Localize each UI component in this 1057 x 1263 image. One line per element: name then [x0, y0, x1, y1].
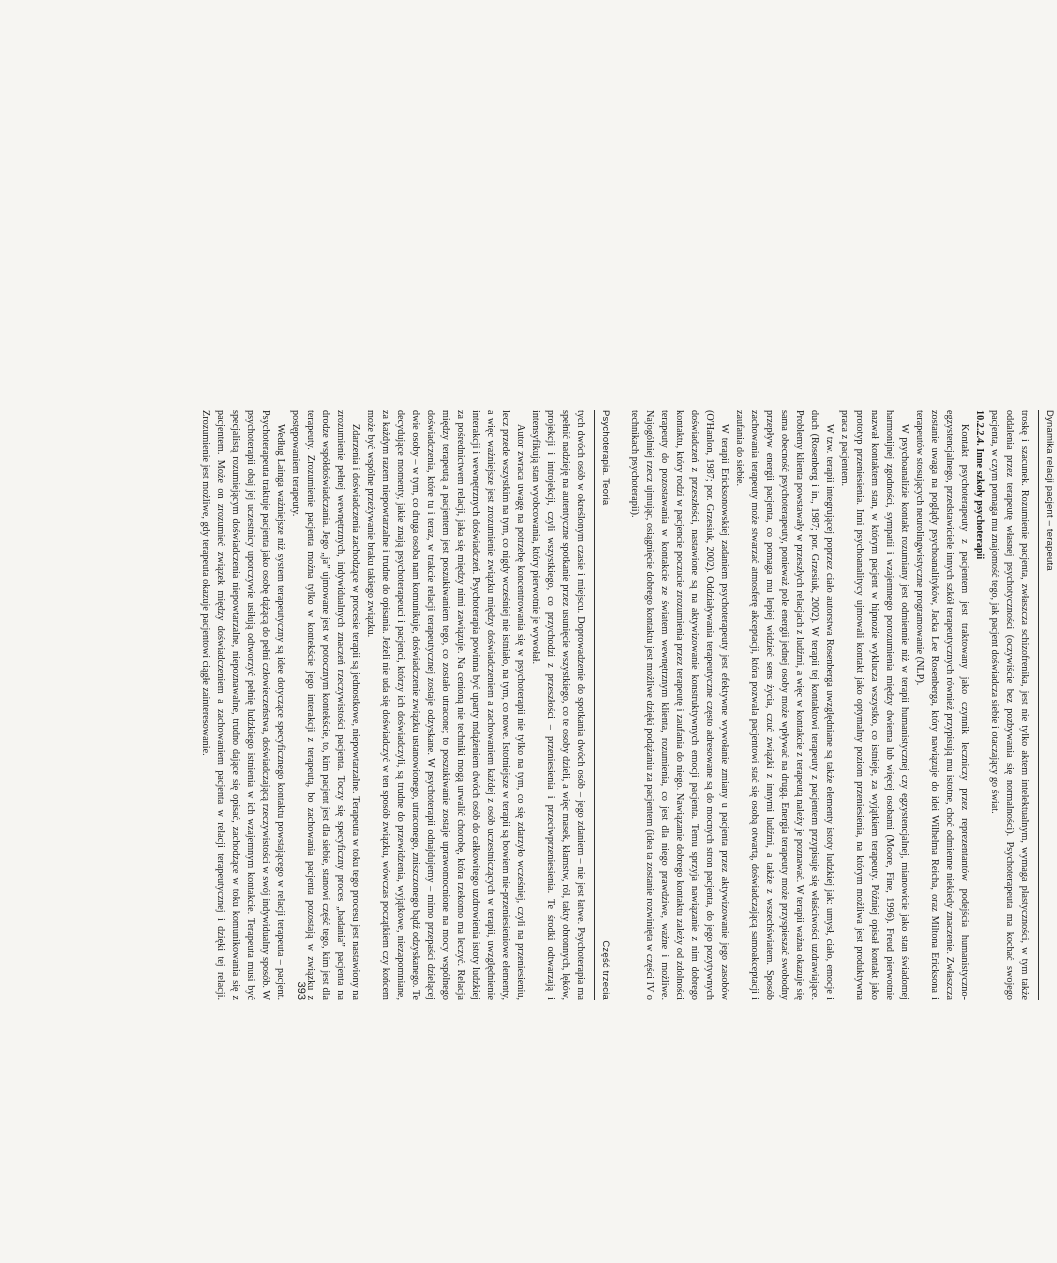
paragraph: W terapii Ericksonowskiej zadaniem psychoterapeuty jest efektywne wywołanie zmiany u pacjenta przez aktywizowanie jego zasobów (O'Hanlon, 1987; por. Grzesiuk, 2002). Oddziaływania terapeutyczne często adresowane są do mocnych stron pacjenta, do jego pozytywnych doświadczeń z przeszłości, nastawione są na aktywizowanie konstruktywnych emocji pacjenta. Temu sprzyja nawiązanie z nim dobrego kontaktu, który rodzi w pacjencie poczucie zrozumienia przez terapeutę i zaufania do niego. Nawiązanie dobrego kontaktu zależy od zdolności terapeuty do pozostawania w kontakcie ze światem wewnętrznym klienta, rozumienia, co jest dla niego prawdziwe, ważne i możliwe. Najogólniej rzecz ujmując, osiągnięcie dobrego kontaktu jest możliwe dzięki podążaniu za pacjentem (idea ta zostanie rozwinięta w części IV o technikach psychoterapii).: [629, 410, 730, 1000]
paragraph: Kontakt psychoterapeuty z pacjentem jest traktowany jako czynnik leczniczy przez reprezentantów podejścia humanistyczno-egzystencjalnego, przedstawiciele innych szkół terapeutycznych również przypisują mu istotne, choć odmienne niekiedy znaczenie. Zwłaszcza zostanie uwaga na poglądy psychoanalityków, Jacka Lee Rosenberga, który nawiązuje do idei Wilhelma Reicha, oraz Miltona Ericksona i terapeutów stosujących neurolingwistyczne programowanie (NLP).: [914, 410, 970, 1000]
paragraph: tych dwóch osób w określonym czasie i miejscu. Doprowadzenie do spotkania dwóch osób – jego zdaniem – nie jest łatwe. Psychoterapia ma spełnić nadzieję na autentyczne spotkanie przez usunięcie wszystkiego, co te osoby dzieli, a więc masek, kłamstw, ról, takty obronnych, lęków, projekcji i introjekcji, czyli wszystkiego, co przychodzi z przeszłości – przeniesienia i przeciwprzeniesienia. Te środki odtwarzają i intensyfikują stan wyobcowania, który pierwotnie je wywołał.: [530, 410, 586, 1000]
paragraph: W tzw. terapii integrującej poprzez ciało autorstwa Rosenberga uwzględniane są także elementy istoty ludzkiej jak: umysł, ciało, emocje i duch (Rosenberg i in., 1987; por. Grzesiuk, 2002). W terapii tej kontaktowi terapeuty z pacjentem przypisuje się właściwości uzdrawiające. Problemy klienta powstawały w przeszłych relacjach z ludźmi, a więc w kontakcie z terapeutą należy je poznawać. W terapii ważna okazuje się sama obecność psychoterapeuty, ponieważ pole energii jednej osoby może wpływać na drugą. Energia terapeuty może przyspieszać swobodny przepływ energii pacjenta, co pomaga mu lepiej widzieć sens życia, czuć związki z innymi ludźmi, a także z wszechświatem. Sposób zachowania terapeuty może stwarzać atmosferę akceptacji, która pozwala pacjentowi stać się osobą otwartą, doświadczającą samoakceptacji i zaufania do siebie.: [734, 410, 835, 1000]
paragraph: W psychoanalizie kontakt rozumiany jest odmiennie niż w terapii humanistycznej czy egzystencjalnej, mianowicie jako stan świadomej harmonijnej zgodności, sympatii i wzajemnego porozumienia między dwiema lub więcej osobami (Moore, Fine, 1996). Freud pierwotnie nazwał kontaktem stan, w którym pacjent w hipnozie wyklucza wszystko, co istnieje, za wyjątkiem terapeuty. Później opisał kontakt jako prototyp przeniesienia. Inni psychoanalitycy ujmowali kontakt jako optymalny poziom przeniesienia, na którym możliwa jest produktywna praca z pacjentem.: [839, 410, 910, 1000]
paragraph: troskę i szacunek. Rozumienie pacjenta, zwłaszcza schizofrenika, jest nie tylko aktem intelektualnym, wymaga plastyczności, w tym także oddalenia przez terapeutę własnej psychotyczności (oczywiście bez pozbywania się normalności). Psychoterapeuta ma kochać swojego pacjenta, w czym pomaga mu znajomość tego, jak pacjent doświadcza siebie i otaczający go świat.: [989, 410, 1030, 1000]
paragraph: Autor zwraca uwagę na potrzebę koncentrowania się w psychoterapii nie tylko na tym, co się zdarzyło wcześniej, czyli na przeniesieniu, lecz przede wszystkim na tym, co nigdy wcześniej nie istniało, na tym, co nowe. Istotniejsze w terapii są bowiem nie-przeniesieniowe elementy, a więc ważniejsze jest zrozumienie związku między doświadczeniem a zachowaniem każdej z osób uczestniczących w terapii, uwzględnienie interakcji i wewnętrznych doświadczeń. Psychoterapia powinna być uparty mdążeniem dwóch osób do całkowitego uzdrowienia istoty ludzkiej za pośrednictwem relacji, jaka się między nimi zawiązuje. Na cenioną nie techniki mogą urwalić chorobę, która rzekomo ma leczyć. Relacja między terapeutą a pacjentem jest poszukiwaniem tego, co zostało utracone; to poszukiwanie zostaje uprawomocnione na mocy wspólnego doświadczenia, które tu i teraz, w trakcie relacji terapeutycznej zostaje odzyskane. W psychoterapii odnajdujemy – mimo przepaści dzielącej dwie osoby – w tym, co druga osoba nam komunikuje, doświadczenie związku ustanowionego, utraconego, zniszczonego bądź odzyskanego. Te decydujące momenty, jakie znają psychoterapeuci i pacjenci, którzy ich doświadczyli, są trudne do przewidzenia, wyjątkowe, niezapomniane, za każdym razem niepowtarzalne i trudne do opisania. Jeżeli nie uda się doświadczyć w ten sposób związku, wówczas początkiem czy końcem może być wspólne przeżywanie braku takiego związku.: [365, 410, 526, 1000]
book-page-393: [287, 410, 1057, 1000]
paragraph: Zdarzenia i doświadczenia zachodzące w procesie terapii są jednostkowe, niepowtarzalne. Terapeuta w toku tego procesu jest nastawiony na zrozumienie pełnej wewnętrznych, indywidualnych znaczeń rzeczywistości pacjenta. Toczy się specyficzny proces „badania” pacjenta na drodze współdoświadczania. Jego „ja” ujmowane jest w potocznym kontekście, to, kim pacjent jest dla siebie, stanowi część tego, kim jest dla terapeuty. Zrozumienie pacjenta można tylko w kontekście jego interakcji z terapeutą, bo zachowania pacjenta pozostają w związku z postępowaniem terapeuty.: [290, 410, 361, 1000]
page-body: [627, 410, 1032, 1000]
section-heading: 10.2.2.4. Inne szkoły psychoterapii: [974, 410, 985, 560]
header-chapter: Dynamika relacji pacjent – terapeuta: [1044, 410, 1055, 571]
header-title: Psychoterapia. Teoria: [600, 410, 611, 506]
paragraph: Według Lainga ważniejsze niż system terapeutyczny są idee dotyczące specyficznego kontaktu powstającego w relacji terapeuta – pacjent. Psychoterapeuta traktuje pacjenta jako osobę dążącą do pełni człowieczeństwa, doświadczającą rzeczywistości w swój indywidualny sposób. W psychoterapii obaj jej uczestnicy uporczywie usiłują odtworzyć pełnię ludzkiego istnienia w ich wzajemnym kontakcie. Terapeuta musi być specjalistą rozumiejącym doświadczenia niepowtarzalne, niepoznawalne, trudno dające się opisać, zachodzące w toku komunikowania się z pacjentem. Może on zrozumieć związek między doświadczeniem a zachowaniem pacjenta w relacji terapeutycznej i dzięki tej relacji. Zrozumienie jest możliwe, gdy terapeuta okazuje pacjentowi ciągłe zainteresowanie.: [200, 410, 286, 1000]
running-header: [1038, 410, 1057, 1000]
page-number: 393: [295, 981, 307, 1000]
header-part: Część trzecia: [600, 940, 611, 1000]
